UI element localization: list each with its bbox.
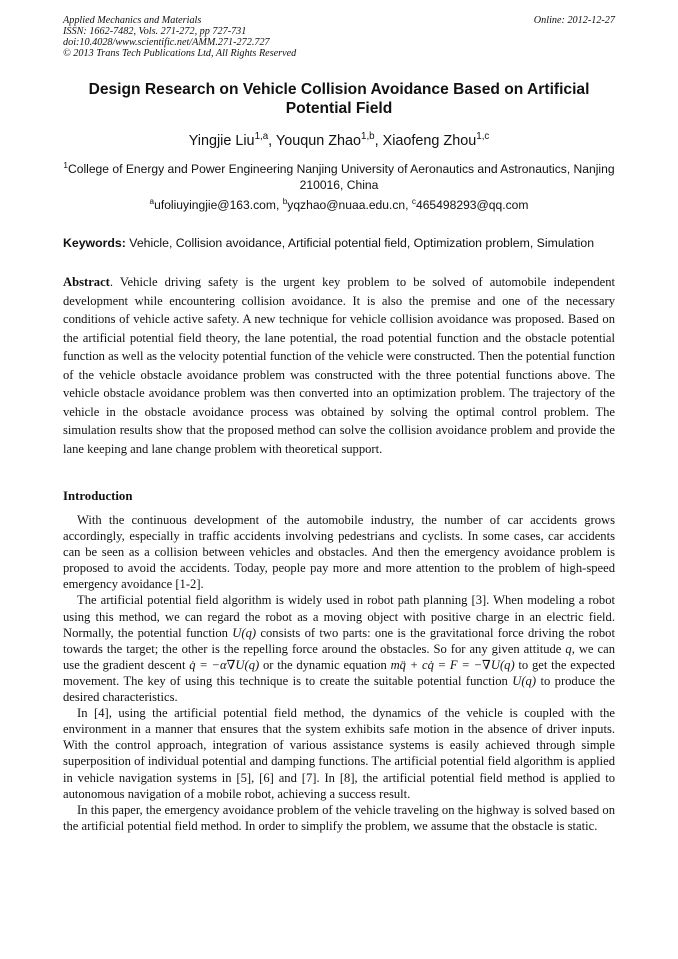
doi-line: doi:10.4028/www.scientific.net/AMM.271-272.727 [63, 37, 270, 48]
abstract-text: . Vehicle driving safety is the urgent key problem to be solved of automobile independent development while encountering collision avoidance. It is also the premise and one of the necessary conditions of vehicle active safety. A new technique for vehicle collision avoidance was proposed. Based on the artificial potential field theory, the lane potential, the road potential function and the obstacle potential function as well as the velocity potential function of the vehicle were constructed. Then the potential function of the vehicle obstacle avoidance problem was constructed with the three potential functions above. The vehicle obstacle avoidance problem was then converted into an optimization problem. The trajectory of the vehicle in the obstacle avoidance process was obtained by solving the optimal control problem. The simulation results show that the proposed method can solve the collision avoidance problem and provide the lane keeping and lane change problem with theoretical support. [63, 275, 615, 456]
email-marker: a [149, 196, 155, 206]
keywords-text: Vehicle, Collision avoidance, Artificial potential field, Optimization problem, Simulation [129, 236, 595, 250]
equation-attitude: q [565, 641, 572, 656]
email-address[interactable]: ufoliuyingjie@163.com [154, 198, 276, 212]
author-affiliation-marker: 1,b [361, 131, 375, 143]
email-marker: b [282, 196, 288, 206]
email-list: $^a$ufoliuyingjie@163.com, $^b$yqzhao@nuaa.edu.cn, $^c$465498293@qq.com [149, 196, 529, 212]
copyright-line: © 2013 Trans Tech Publications Ltd, All Rights Reserved [63, 48, 297, 59]
issn-line: ISSN: 1662-7482, Vols. 271-272, pp 727-731 [63, 26, 247, 37]
author-name: Xiaofeng Zhou [382, 133, 477, 149]
author-affiliation-marker: 1,c [476, 131, 490, 143]
affiliation-marker: 1 [63, 160, 68, 170]
email-address[interactable]: yqzhao@nuaa.edu.cn [287, 198, 406, 212]
equation-gradient-descent: q̇ = −α∇U(q) [189, 657, 260, 672]
affiliation [63, 161, 615, 193]
author-list: Yingjie Liu$^{1,a}$, Youqun Zhao$^{1,b}$, Xiaofeng Zhou$^{1,c}$ [188, 131, 490, 149]
paragraph-text: or the dynamic equation [259, 657, 391, 672]
journal-metadata [63, 15, 615, 59]
section-heading-introduction: Introduction [63, 489, 133, 503]
equation-dynamic: mq̈ + cq̇ = F = −∇U(q) [390, 657, 515, 672]
email-marker: c [411, 196, 416, 206]
affiliation-text: College of Energy and Power Engineering Nanjing University of Aeronautics and Astronautics, Nanjing 210016, China [68, 162, 615, 192]
abstract [63, 273, 615, 458]
paragraph-text: to get the expected movement. The key of using this technique is to create the suitable potential function [63, 657, 615, 688]
introduction-body [63, 512, 615, 834]
paragraph [63, 592, 615, 705]
paragraph-text: to produce the desired characteristics. [63, 673, 615, 705]
keywords-label: Keywords: [63, 236, 126, 250]
paragraph-text: The artificial potential field algorithm is widely used in robot path planning [3]. When modeling a robot using this method, we can regard the robot as a moving object with positive charge in an electric field. Normally, the potential function [63, 593, 615, 640]
paragraph-text: , we can use the gradient descent [63, 641, 615, 672]
equation-potential-function: U(q) [512, 673, 537, 688]
paragraph-text: consists of two parts: one is the gravitational force driving the robot towards the target; the other is the repelling force around the obstacles. So for any given attitude [63, 625, 615, 656]
equation-potential-function: U(q) [232, 625, 257, 640]
journal-name: Applied Mechanics and Materials [63, 15, 202, 26]
paper-title: Design Research on Vehicle Collision Avoidance Based on Artificial Potential Field [88, 81, 590, 117]
abstract-label: Abstract [63, 275, 110, 289]
keywords [63, 236, 623, 250]
author-name: Yingjie Liu [188, 133, 255, 149]
email-address[interactable]: 465498293@qq.com [415, 198, 529, 212]
paragraph: In this paper, the emergency avoidance problem of the vehicle traveling on the highway is solved based on the artificial potential field method. In order to simplify the problem, we assume that the obstacle is static. [63, 802, 615, 833]
paragraph: With the continuous development of the automobile industry, the number of car accidents grows accordingly, especially in traffic accidents involving pedestrians and cyclists. In some cases, car accidents can be seen as a collision between vehicles and obstacles. And then the emergency avoidance problem is proposed to avoid the accidents. Today, people pay more and more attention to the problem of high-speed emergency avoidance [1-2]. [63, 513, 615, 592]
author-affiliation-marker: 1,a [254, 131, 269, 143]
online-date: Online: 2012-12-27 [533, 15, 615, 26]
paragraph: In [4], using the artificial potential field method, the dynamics of the vehicle is coupled with the environment in a manner that ensures that the system exhibits safe motion in the absence of driver inputs. With the control approach, integration of various assistance systems is easily achieved through simple superposition of individual potential and damping functions. The artificial potential field algorithm is applied in vehicle navigation systems in [5], [6] and [7]. In [8], the artificial potential field method is applied to autonomous navigation of a mobile robot, achieving a success result. [63, 706, 615, 801]
author-name: Youqun Zhao [275, 133, 362, 149]
